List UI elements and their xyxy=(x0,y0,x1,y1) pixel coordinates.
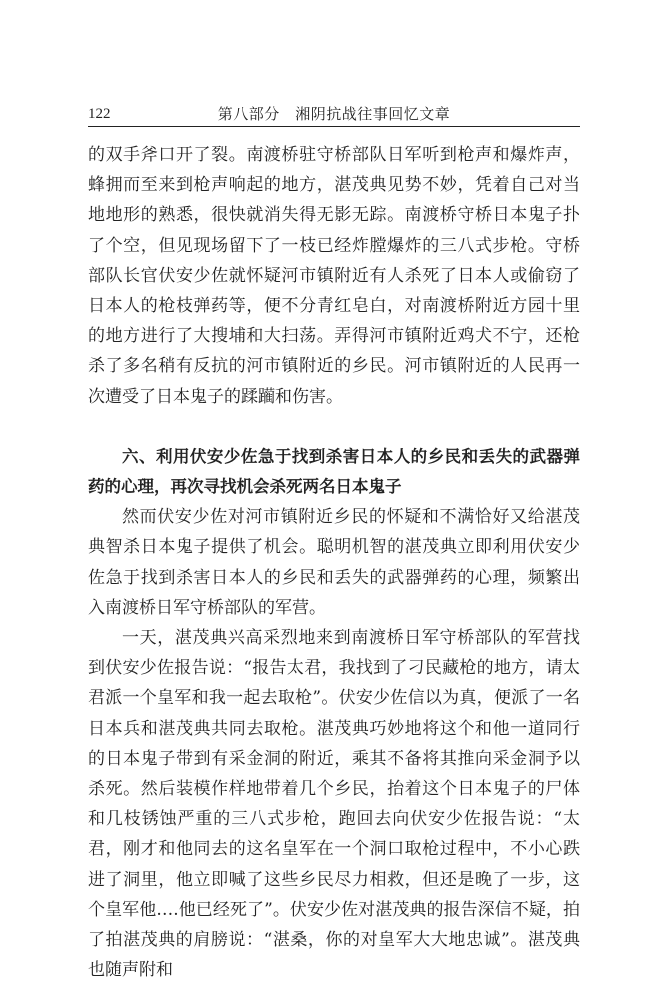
paragraph-1: 的双手斧口开了裂。南渡桥驻守桥部队日军听到枪声和爆炸声，蜂拥而至来到枪声响起的地方，湛茂典见势不妙，凭着自己对当地地形的熟悉，很快就消失得无影无踪。南渡桥守桥日本鬼子扑了个空，但见现场留下了一枝已经炸膛爆炸的三八式步枪。守桥部队长官伏安少佐就怀疑河市镇附近有人杀死了日本人或偷窃了日本人的枪枝弹药等，便不分青红皂白，对南渡桥附近方园十里的地方进行了大搜埔和大扫荡。弄得河市镇附近鸡犬不宁，还枪杀了多名稍有反抗的河市镇附近的乡民。河市镇附近的人民再一次遭受了日本鬼子的蹂躏和伤害。 xyxy=(88,145,580,407)
running-title: 第八部分 湘阴抗战往事回忆文章 xyxy=(217,105,451,123)
paragraph-3: 一天，湛茂典兴高采烈地来到南渡桥日军守桥部队的军营找到伏安少佐报告说：“报告太君，我找到了刁民藏枪的地方，请太君派一个皇军和我一起去取枪”。伏安少佐信以为真，便派了一名日本兵和湛茂典共同去取枪。湛茂典巧妙地将这个和他一道同行的日本鬼子带到有采金洞的附近，乘其不备将其推向采金洞予以杀死。然后装模作样地带着几个乡民，抬着这个日本鬼子的尸体和几枝锈蚀严重的三八式步枪，跑回去向伏安少佐报告说：“太君，刚才和他同去的这名皇军在一个洞口取枪过程中，不小心跌进了洞里，他立即喊了这些乡民尽力相救，但还是晚了一步，这个皇军他….他已经死了”。伏安少佐对湛茂典的报告深信不疑，拍了拍湛茂典的肩膀说：“湛桑，你的对皇军大大地忠诚”。湛茂典也随声附和 xyxy=(88,628,580,981)
section-heading: 六、利用伏安少佐急于找到杀害日本人的乡民和丢失的武器弹药的心理，再次寻找机会杀死两名日本鬼子 xyxy=(88,446,580,497)
page-header xyxy=(88,104,580,128)
header-rule xyxy=(88,126,580,127)
body-text xyxy=(88,140,580,985)
paragraph-2: 然而伏安少佐对河市镇附近乡民的怀疑和不满恰好又给湛茂典智杀日本鬼子提供了机会。聪明机智的湛茂典立即利用伏安少佐急于找到杀害日本人的乡民和丢失的武器弹药的心理，频繁出入南渡桥日军守桥部队的军营。 xyxy=(88,507,580,618)
page-number: 122 xyxy=(88,106,111,122)
section-gap xyxy=(88,412,580,442)
